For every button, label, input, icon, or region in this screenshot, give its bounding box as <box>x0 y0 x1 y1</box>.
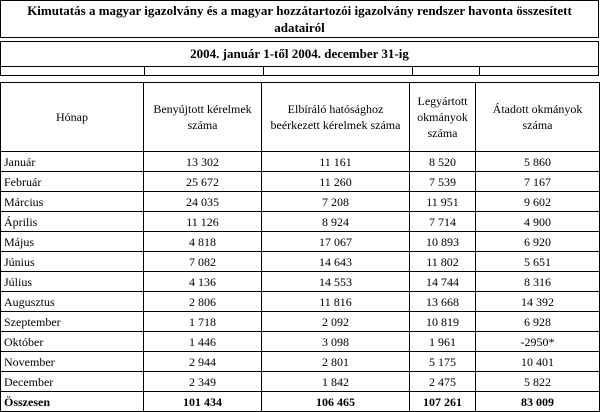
cell-produced: 10 819 <box>410 312 476 332</box>
period-heading: 2004. január 1-től 2004. december 31-ig <box>0 41 599 67</box>
cell-delivered: 6 920 <box>476 232 600 252</box>
table-total-row <box>1 392 600 412</box>
cell-delivered: 5 860 <box>476 152 600 172</box>
cell-submitted: 11 126 <box>144 212 262 232</box>
header-month: Hónap <box>1 83 144 152</box>
cell-month: Február <box>1 172 144 192</box>
cell-submitted: 1 446 <box>144 332 262 352</box>
header-submitted: Benyújtott kérelmek száma <box>144 83 262 152</box>
cell-produced: 10 893 <box>410 232 476 252</box>
table-row <box>1 192 600 212</box>
cell-produced: 1 961 <box>410 332 476 352</box>
table-row <box>1 232 600 252</box>
cell-month: Március <box>1 192 144 212</box>
cell-received: 14 643 <box>262 252 410 272</box>
table-row <box>1 152 600 172</box>
cell-produced: 11 802 <box>410 252 476 272</box>
cell-month: Szeptember <box>1 312 144 332</box>
cell-delivered: 5 822 <box>476 372 600 392</box>
cell-produced: 13 668 <box>410 292 476 312</box>
cell-received: 17 067 <box>262 232 410 252</box>
table-header-row <box>1 83 600 152</box>
header-delivered: Átadott okmányok száma <box>476 83 600 152</box>
table-row <box>1 272 600 292</box>
total-cell-delivered: 83 009 <box>476 392 600 412</box>
cell-received: 2 801 <box>262 352 410 372</box>
cell-received: 8 924 <box>262 212 410 232</box>
cell-submitted: 24 035 <box>144 192 262 212</box>
total-cell-received: 106 465 <box>262 392 410 412</box>
data-table <box>0 82 600 412</box>
cell-submitted: 1 718 <box>144 312 262 332</box>
cell-delivered: -2950* <box>476 332 600 352</box>
total-cell-produced: 107 261 <box>410 392 476 412</box>
cell-month: Január <box>1 152 144 172</box>
cell-received: 11 816 <box>262 292 410 312</box>
cell-month: November <box>1 352 144 372</box>
cell-month: Augusztus <box>1 292 144 312</box>
cell-month: Június <box>1 252 144 272</box>
cell-produced: 5 175 <box>410 352 476 372</box>
cell-produced: 7 539 <box>410 172 476 192</box>
cell-submitted: 25 672 <box>144 172 262 192</box>
table-row <box>1 312 600 332</box>
spacer-strip <box>0 67 599 76</box>
cell-delivered: 9 602 <box>476 192 600 212</box>
cell-month: Április <box>1 212 144 232</box>
table-row <box>1 252 600 272</box>
cell-received: 7 208 <box>262 192 410 212</box>
cell-received: 14 553 <box>262 272 410 292</box>
cell-produced: 14 744 <box>410 272 476 292</box>
header-produced: Legyártott okmányok száma <box>410 83 476 152</box>
cell-delivered: 14 392 <box>476 292 600 312</box>
table-row <box>1 332 600 352</box>
cell-received: 1 842 <box>262 372 410 392</box>
header-received: Elbíráló hatósághoz beérkezett kérelmek száma <box>262 83 410 152</box>
cell-submitted: 2 806 <box>144 292 262 312</box>
cell-delivered: 5 651 <box>476 252 600 272</box>
cell-submitted: 2 349 <box>144 372 262 392</box>
cell-month: Május <box>1 232 144 252</box>
cell-produced: 11 951 <box>410 192 476 212</box>
document-title: Kimutatás a magyar igazolvány és a magyar hozzátartozói igazolvány rendszer havonta összesített adatairól <box>0 0 599 38</box>
cell-produced: 2 475 <box>410 372 476 392</box>
cell-received: 2 092 <box>262 312 410 332</box>
cell-received: 11 161 <box>262 152 410 172</box>
cell-month: December <box>1 372 144 392</box>
table-row <box>1 172 600 192</box>
cell-delivered: 7 167 <box>476 172 600 192</box>
cell-delivered: 8 316 <box>476 272 600 292</box>
cell-received: 11 260 <box>262 172 410 192</box>
table-row <box>1 352 600 372</box>
cell-submitted: 4 818 <box>144 232 262 252</box>
cell-produced: 8 520 <box>410 152 476 172</box>
cell-month: Július <box>1 272 144 292</box>
table-row <box>1 292 600 312</box>
table-body <box>1 152 600 412</box>
table-row <box>1 212 600 232</box>
cell-produced: 7 714 <box>410 212 476 232</box>
cell-submitted: 7 082 <box>144 252 262 272</box>
table-row <box>1 372 600 392</box>
cell-delivered: 10 401 <box>476 352 600 372</box>
cell-delivered: 4 900 <box>476 212 600 232</box>
cell-submitted: 4 136 <box>144 272 262 292</box>
total-cell-submitted: 101 434 <box>144 392 262 412</box>
cell-month: Október <box>1 332 144 352</box>
cell-delivered: 6 928 <box>476 312 600 332</box>
cell-received: 3 098 <box>262 332 410 352</box>
cell-submitted: 2 944 <box>144 352 262 372</box>
total-cell-month: Összesen <box>1 392 144 412</box>
cell-submitted: 13 302 <box>144 152 262 172</box>
